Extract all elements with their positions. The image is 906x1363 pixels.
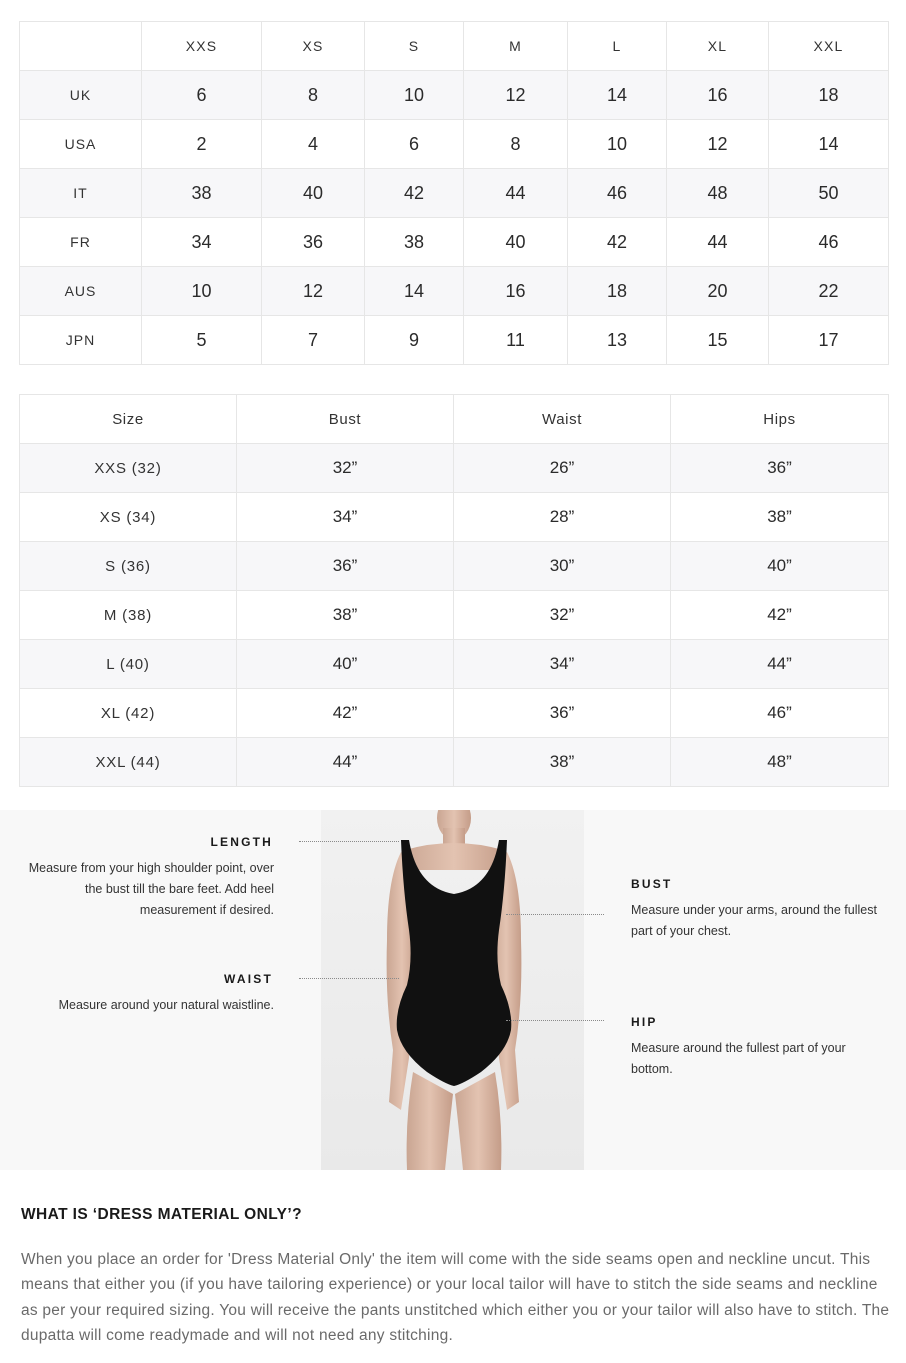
model-figure-icon xyxy=(321,810,584,1170)
conversion-cell: 12 xyxy=(262,267,365,316)
conversion-cell: 12 xyxy=(464,71,568,120)
conversion-cell: 18 xyxy=(769,71,889,120)
measurement-header-cell: Waist xyxy=(454,395,671,444)
table-row xyxy=(20,640,889,689)
table-row xyxy=(20,738,889,787)
dress-material-heading: WHAT IS ‘DRESS MATERIAL ONLY’? xyxy=(21,1206,302,1223)
body-measurement-table xyxy=(19,394,889,787)
size-conversion-table xyxy=(19,21,889,365)
conversion-row-label: IT xyxy=(20,169,142,218)
measurement-row-label: XL (42) xyxy=(20,689,237,738)
measurement-cell: 36” xyxy=(454,689,671,738)
conversion-cell: 40 xyxy=(464,218,568,267)
dress-material-paragraph: When you place an order for 'Dress Material Only' the item will come with the side seams open and neckline uncut. This means that either you (if you have tailoring experience) or your local tailor will have to stitch the side seams and neckline as per your required sizing. You will receive the pants unstitched which either you or your tailor will also have to stitch. The dupatta will come readymade and will not need any stitching. xyxy=(21,1251,890,1344)
conversion-cell: 17 xyxy=(769,316,889,365)
table-row xyxy=(20,591,889,640)
measurement-row-label: XXL (44) xyxy=(20,738,237,787)
conversion-header-cell: S xyxy=(365,22,464,71)
conversion-header-cell: XS xyxy=(262,22,365,71)
conversion-cell: 14 xyxy=(769,120,889,169)
conversion-cell: 44 xyxy=(464,169,568,218)
conversion-cell: 15 xyxy=(667,316,769,365)
measurement-cell: 34” xyxy=(237,493,454,542)
hip-pointer-line xyxy=(506,1020,604,1021)
conversion-cell: 13 xyxy=(568,316,667,365)
conversion-cell: 10 xyxy=(568,120,667,169)
conversion-cell: 46 xyxy=(769,218,889,267)
conversion-cell: 10 xyxy=(142,267,262,316)
measurement-header-cell: Bust xyxy=(237,395,454,444)
conversion-cell: 46 xyxy=(568,169,667,218)
conversion-cell: 42 xyxy=(365,169,464,218)
measurement-header-cell: Size xyxy=(20,395,237,444)
table-row xyxy=(20,169,889,218)
conversion-header-cell: L xyxy=(568,22,667,71)
measurement-cell: 42” xyxy=(237,689,454,738)
measurement-cell: 40” xyxy=(237,640,454,689)
conversion-cell: 8 xyxy=(262,71,365,120)
waist-title: WAIST xyxy=(224,972,273,986)
conversion-header-cell: XXS xyxy=(142,22,262,71)
conversion-cell: 38 xyxy=(142,169,262,218)
conversion-cell: 20 xyxy=(667,267,769,316)
measurement-cell: 36” xyxy=(237,542,454,591)
conversion-cell: 16 xyxy=(667,71,769,120)
conversion-cell: 50 xyxy=(769,169,889,218)
measurement-row-label: L (40) xyxy=(20,640,237,689)
measurement-cell: 44” xyxy=(237,738,454,787)
conversion-row-label: USA xyxy=(20,120,142,169)
measurement-cell: 32” xyxy=(237,444,454,493)
measurement-cell: 38” xyxy=(671,493,889,542)
measurement-cell: 32” xyxy=(454,591,671,640)
conversion-row-label: JPN xyxy=(20,316,142,365)
conversion-header-cell: M xyxy=(464,22,568,71)
conversion-cell: 48 xyxy=(667,169,769,218)
conversion-cell: 42 xyxy=(568,218,667,267)
table-row xyxy=(20,316,889,365)
conversion-cell: 8 xyxy=(464,120,568,169)
table-row xyxy=(20,444,889,493)
waist-pointer-line xyxy=(299,978,399,979)
table-row xyxy=(20,218,889,267)
length-description: Measure from your high shoulder point, over the bust till the bare feet. Add heel measurement if desired. xyxy=(28,861,274,917)
conversion-cell: 7 xyxy=(262,316,365,365)
measurement-cell: 44” xyxy=(671,640,889,689)
measurement-header-row xyxy=(20,395,889,444)
measurement-cell: 30” xyxy=(454,542,671,591)
conversion-header-cell xyxy=(20,22,142,71)
conversion-cell: 14 xyxy=(365,267,464,316)
table-row xyxy=(20,689,889,738)
conversion-row-label: UK xyxy=(20,71,142,120)
measurement-cell: 40” xyxy=(671,542,889,591)
conversion-header-cell: XXL xyxy=(769,22,889,71)
conversion-cell: 9 xyxy=(365,316,464,365)
conversion-row-label: FR xyxy=(20,218,142,267)
bust-pointer-line xyxy=(506,914,604,915)
conversion-cell: 6 xyxy=(365,120,464,169)
conversion-header-cell: XL xyxy=(667,22,769,71)
measurement-cell: 38” xyxy=(454,738,671,787)
measurement-header-cell: Hips xyxy=(671,395,889,444)
measurement-cell: 26” xyxy=(454,444,671,493)
conversion-cell: 10 xyxy=(365,71,464,120)
conversion-header-row xyxy=(20,22,889,71)
table-row xyxy=(20,542,889,591)
table-row xyxy=(20,493,889,542)
conversion-cell: 11 xyxy=(464,316,568,365)
table-row xyxy=(20,120,889,169)
measurement-row-label: S (36) xyxy=(20,542,237,591)
bust-description: Measure under your arms, around the fullest part of your chest. xyxy=(631,903,877,938)
measurement-cell: 28” xyxy=(454,493,671,542)
conversion-cell: 5 xyxy=(142,316,262,365)
measurement-row-label: XS (34) xyxy=(20,493,237,542)
measurement-cell: 38” xyxy=(237,591,454,640)
bust-title: BUST xyxy=(631,877,673,891)
conversion-cell: 40 xyxy=(262,169,365,218)
conversion-cell: 36 xyxy=(262,218,365,267)
length-title: LENGTH xyxy=(210,835,273,849)
conversion-cell: 12 xyxy=(667,120,769,169)
measurement-guide xyxy=(0,810,906,1170)
waist-description: Measure around your natural waistline. xyxy=(58,998,274,1012)
measurement-cell: 34” xyxy=(454,640,671,689)
measurement-row-label: XXS (32) xyxy=(20,444,237,493)
conversion-cell: 4 xyxy=(262,120,365,169)
conversion-cell: 6 xyxy=(142,71,262,120)
table-row xyxy=(20,71,889,120)
measurement-row-label: M (38) xyxy=(20,591,237,640)
conversion-cell: 14 xyxy=(568,71,667,120)
conversion-cell: 18 xyxy=(568,267,667,316)
model-photo xyxy=(321,810,584,1170)
hip-description: Measure around the fullest part of your bottom. xyxy=(631,1041,846,1076)
conversion-cell: 34 xyxy=(142,218,262,267)
measurement-cell: 46” xyxy=(671,689,889,738)
conversion-row-label: AUS xyxy=(20,267,142,316)
table-row xyxy=(20,267,889,316)
conversion-cell: 22 xyxy=(769,267,889,316)
measurement-cell: 36” xyxy=(671,444,889,493)
conversion-cell: 38 xyxy=(365,218,464,267)
length-pointer-line xyxy=(299,841,399,842)
measurement-cell: 48” xyxy=(671,738,889,787)
conversion-cell: 44 xyxy=(667,218,769,267)
conversion-cell: 16 xyxy=(464,267,568,316)
conversion-cell: 2 xyxy=(142,120,262,169)
hip-title: HIP xyxy=(631,1015,658,1029)
measurement-cell: 42” xyxy=(671,591,889,640)
